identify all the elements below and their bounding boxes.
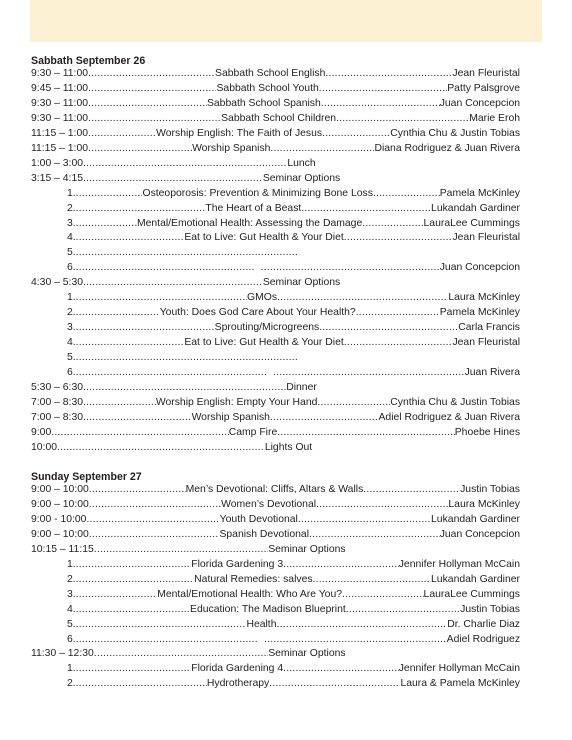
time-slot: 3:15 – 4:15 — [31, 172, 83, 184]
option-number: 5. — [67, 618, 76, 630]
leader-dots — [313, 573, 431, 588]
leader-dots — [322, 127, 390, 142]
time-slot: 11:30 – 12:30 — [31, 648, 94, 660]
leader-dots — [76, 603, 190, 618]
option-number: 1. — [67, 292, 76, 304]
sabbath-section-title: Sabbath September 26 — [31, 55, 146, 67]
presenter-name: Adiel Rodriguez & Juan Rivera — [378, 411, 520, 423]
leader-dots — [76, 217, 137, 232]
option-number: 4. — [67, 603, 76, 615]
leader-dots — [298, 513, 431, 528]
leader-dots — [342, 588, 424, 603]
option-number: 5. — [67, 352, 76, 364]
leader-dots — [336, 112, 469, 127]
option-number: 6. — [67, 367, 76, 378]
option-number: 4. — [67, 232, 76, 244]
leader-dots — [346, 603, 460, 618]
leader-dots — [261, 261, 440, 276]
event-title: Seminar Options — [262, 172, 341, 184]
leader-dots — [283, 558, 399, 573]
presenter-name: Juan Concepcion — [439, 97, 520, 109]
seminar-option-row — [67, 588, 520, 603]
leader-dots — [57, 441, 265, 456]
leader-dots — [273, 366, 465, 381]
event-title: Youth Devotional — [219, 513, 298, 525]
seminar-option-row — [67, 351, 520, 366]
schedule-row — [31, 411, 520, 426]
leader-dots — [88, 127, 156, 142]
time-slot: 10:15 – 11:15 — [31, 543, 94, 555]
schedule-row — [31, 498, 520, 513]
presenter-name: Justin Tobias — [460, 603, 520, 615]
option-number: 6. — [67, 633, 76, 645]
seminar-option-row — [67, 662, 520, 677]
leader-dots — [76, 321, 215, 336]
leader-dots — [88, 97, 207, 112]
presenter-name: Jean Fleuristal — [452, 232, 520, 244]
event-title: Seminar Options — [262, 277, 341, 289]
event-title: Natural Remedies: salves — [194, 573, 313, 585]
presenter-name: LauraLee Cummings — [423, 217, 520, 229]
event-title: Seminar Options — [268, 543, 346, 555]
leader-dots — [76, 588, 158, 603]
leader-dots — [76, 336, 185, 351]
option-number: 2. — [67, 202, 76, 214]
event-title: Worship English: Empty Your Hand — [155, 396, 318, 408]
leader-dots — [86, 513, 219, 528]
time-slot: 9:00 - 10:00 — [31, 513, 87, 525]
seminar-option-row — [67, 217, 520, 232]
event-title: Eat to Live: Gut Health & Your Diet — [184, 337, 344, 349]
leader-dots — [76, 291, 247, 306]
leader-dots — [83, 396, 156, 411]
event-title: Men’s Devotional: Cliffs, Altars & Walls — [185, 484, 364, 495]
leader-dots — [88, 142, 192, 157]
seminar-option-row — [67, 677, 520, 692]
event-title: Youth: Does God Care About Your Health? — [159, 307, 356, 319]
leader-dots — [321, 97, 440, 112]
event-title: Camp Fire — [228, 426, 278, 438]
option-number: 2. — [67, 678, 76, 690]
leader-dots — [76, 558, 192, 573]
presenter-name: Dr. Charlie Diaz — [447, 618, 520, 630]
event-title: Mental/Emotional Health: Who Are You? — [157, 588, 343, 600]
leader-dots — [89, 498, 221, 513]
schedule-row — [31, 543, 520, 558]
presenter-name: Lukandah Gardiner — [431, 202, 520, 214]
option-number: 6. — [67, 262, 76, 274]
leader-dots — [76, 618, 247, 633]
event-title: Spanish Devotional — [219, 528, 310, 540]
time-slot: 9:45 – 11:00 — [31, 82, 89, 94]
leader-dots — [373, 187, 440, 202]
sunday-section-title: Sunday September 27 — [31, 471, 142, 483]
leader-dots — [88, 112, 221, 127]
presenter-name: Juan Rivera — [464, 367, 520, 378]
event-title: Education: The Madison Blueprint — [190, 603, 346, 615]
presenter-name: Pamela McKinley — [439, 307, 520, 319]
leader-dots — [277, 291, 448, 306]
seminar-option-row — [67, 306, 520, 321]
schedule-row — [31, 441, 520, 456]
leader-dots — [344, 336, 453, 351]
option-number: 2. — [67, 307, 76, 319]
leader-dots — [76, 633, 259, 648]
presenter-name: Laura McKinley — [448, 292, 520, 304]
leader-dots — [276, 618, 447, 633]
event-title: The Heart of a Beast — [205, 202, 302, 214]
leader-dots — [264, 633, 447, 648]
leader-dots — [309, 528, 440, 543]
leader-dots — [319, 321, 458, 336]
leader-dots — [277, 426, 455, 441]
event-title: Worship Spanish — [191, 411, 270, 423]
time-slot: 9:00 – 10:00 — [31, 484, 89, 495]
leader-dots — [316, 498, 448, 513]
leader-dots — [89, 483, 186, 498]
schedule-row — [31, 142, 520, 157]
event-title: Sprouting/Microgreens — [214, 322, 320, 334]
leader-dots — [362, 217, 423, 232]
leader-dots — [76, 366, 268, 381]
time-slot: 4:30 – 5:30 — [31, 277, 83, 289]
event-title: GMOs — [247, 292, 278, 304]
presenter-name: Patty Palsgrove — [447, 82, 520, 94]
leader-dots — [88, 82, 216, 97]
presenter-name: Lukandah Gardiner — [431, 573, 520, 585]
time-slot: 11:15 – 1:00 — [31, 142, 89, 154]
option-number: 1. — [67, 663, 76, 675]
presenter-name: Laura & Pamela McKinley — [400, 678, 520, 690]
leader-dots — [76, 246, 298, 261]
option-number: 5. — [67, 247, 76, 259]
leader-dots — [83, 381, 286, 396]
seminar-option-row — [67, 618, 520, 633]
event-title: Sabbath School Youth — [216, 82, 319, 94]
presenter-name: Adiel Rodriguez — [446, 633, 520, 645]
event-title: Worship English: The Faith of Jesus — [156, 127, 323, 139]
leader-dots — [76, 187, 143, 202]
leader-dots — [76, 573, 194, 588]
leader-dots — [317, 396, 390, 411]
leader-dots — [83, 411, 192, 426]
leader-dots — [270, 411, 379, 426]
seminar-option-row — [67, 187, 520, 202]
presenter-name: Jennifer Hollyman McCain — [398, 663, 520, 675]
option-number: 3. — [67, 588, 76, 600]
presenter-name: Jean Fleuristal — [452, 68, 520, 79]
schedule-row — [31, 276, 520, 291]
schedule-row — [31, 67, 520, 82]
presenter-name: Juan Concepcion — [439, 528, 520, 540]
option-number: 3. — [67, 322, 76, 334]
time-slot: 7:00 – 8:30 — [31, 411, 83, 423]
seminar-option-row — [67, 261, 520, 276]
presenter-name: Laura McKinley — [448, 498, 520, 510]
seminar-option-row — [67, 366, 520, 381]
schedule-row — [31, 82, 520, 97]
option-number: 2. — [67, 573, 76, 585]
schedule-row — [31, 157, 520, 172]
time-slot: 11:15 – 1:00 — [31, 127, 89, 139]
presenter-name: Justin Tobias — [460, 484, 520, 495]
seminar-option-row — [67, 202, 520, 217]
event-title: Osteoporosis: Prevention & Minimizing Bone Loss — [142, 187, 373, 199]
leader-dots — [83, 276, 263, 291]
leader-dots — [51, 426, 229, 441]
leader-dots — [83, 157, 287, 172]
leader-dots — [76, 261, 255, 276]
presenter-name: Marie Eroh — [469, 112, 520, 124]
event-title: Florida Gardening 3 — [191, 558, 284, 570]
leader-dots — [83, 172, 263, 187]
event-title: Sabbath School English — [215, 68, 326, 79]
leader-dots — [94, 543, 268, 558]
event-title: Worship Spanish — [192, 142, 271, 154]
option-number: 4. — [67, 337, 76, 349]
event-title: Florida Gardening 4 — [191, 663, 284, 675]
presenter-name: LauraLee Cummings — [423, 588, 520, 600]
presenter-name: Cynthia Chu & Justin Tobias — [390, 127, 520, 139]
event-title: Women’s Devotional — [221, 498, 317, 510]
schedule-row — [31, 647, 520, 662]
schedule-row — [31, 172, 520, 187]
event-title: Mental/Emotional Health: Assessing the Damage — [136, 217, 363, 229]
presenter-name: Phoebe Hines — [454, 426, 520, 438]
event-title: Hydrotherapy — [206, 678, 270, 690]
seminar-option-row — [67, 558, 520, 573]
seminar-option-row — [67, 633, 520, 648]
leader-dots — [270, 142, 374, 157]
leader-dots — [76, 662, 192, 677]
schedule-row — [31, 97, 520, 112]
option-number: 1. — [67, 187, 76, 199]
option-number: 3. — [67, 217, 76, 229]
presenter-name: Cynthia Chu & Justin Tobias — [390, 396, 520, 408]
leader-dots — [356, 306, 440, 321]
schedule-row — [31, 513, 520, 528]
time-slot: 5:30 – 6:30 — [31, 381, 83, 393]
time-slot: 9:00 — [31, 426, 52, 438]
time-slot: 9:00 – 10:00 — [31, 528, 89, 540]
leader-dots — [76, 202, 206, 217]
seminar-option-row — [67, 246, 520, 261]
event-title: Health — [246, 618, 277, 630]
presenter-name: Diana Rodriguez & Juan Rivera — [374, 142, 520, 154]
leader-dots — [363, 483, 460, 498]
time-slot: 1:00 – 3:00 — [31, 157, 83, 169]
time-slot: 9:00 – 10:00 — [31, 498, 89, 510]
schedule-row — [31, 127, 520, 142]
presenter-name: Jean Fleuristal — [452, 337, 520, 349]
schedule-row — [31, 528, 520, 543]
leader-dots — [76, 351, 298, 366]
leader-dots — [344, 231, 453, 246]
event-title: Sabbath School Children — [221, 112, 337, 124]
time-slot: 9:30 – 11:00 — [31, 68, 89, 79]
presenter-name: Juan Concepcion — [439, 262, 520, 274]
seminar-option-row — [67, 231, 520, 246]
schedule-row — [31, 396, 520, 411]
option-number: 1. — [67, 558, 76, 570]
event-title: Lunch — [287, 157, 316, 169]
leader-dots — [76, 306, 160, 321]
time-slot: 9:30 – 11:00 — [31, 112, 89, 124]
leader-dots — [301, 202, 431, 217]
event-title: Dinner — [286, 381, 317, 393]
event-title: Seminar Options — [268, 648, 346, 660]
seminar-option-row — [67, 603, 520, 618]
time-slot: 10:00 — [31, 441, 58, 453]
leader-dots — [76, 231, 185, 246]
time-slot: 7:00 – 8:30 — [31, 396, 83, 408]
leader-dots — [89, 528, 220, 543]
seminar-option-row — [67, 336, 520, 351]
leader-dots — [325, 67, 452, 82]
schedule-row — [31, 426, 520, 441]
presenter-name: Jennifer Hollyman McCain — [398, 558, 520, 570]
leader-dots — [269, 677, 400, 692]
leader-dots — [76, 677, 207, 692]
schedule-row — [31, 112, 520, 127]
seminar-option-row — [67, 573, 520, 588]
schedule-row — [31, 483, 520, 498]
presenter-name: Pamela McKinley — [439, 187, 520, 199]
seminar-option-row — [67, 321, 520, 336]
presenter-name: Carla Francis — [458, 322, 520, 334]
leader-dots — [88, 67, 215, 82]
leader-dots — [283, 662, 399, 677]
leader-dots — [94, 647, 268, 662]
event-title: Lights Out — [264, 441, 313, 453]
time-slot: 9:30 – 11:00 — [31, 97, 89, 109]
seminar-option-row — [67, 291, 520, 306]
schedule-row — [31, 381, 520, 396]
event-title: Sabbath School Spanish — [206, 97, 321, 109]
leader-dots — [319, 82, 447, 97]
event-title: Eat to Live: Gut Health & Your Diet — [184, 232, 344, 244]
presenter-name: Lukandah Gardiner — [431, 513, 520, 525]
